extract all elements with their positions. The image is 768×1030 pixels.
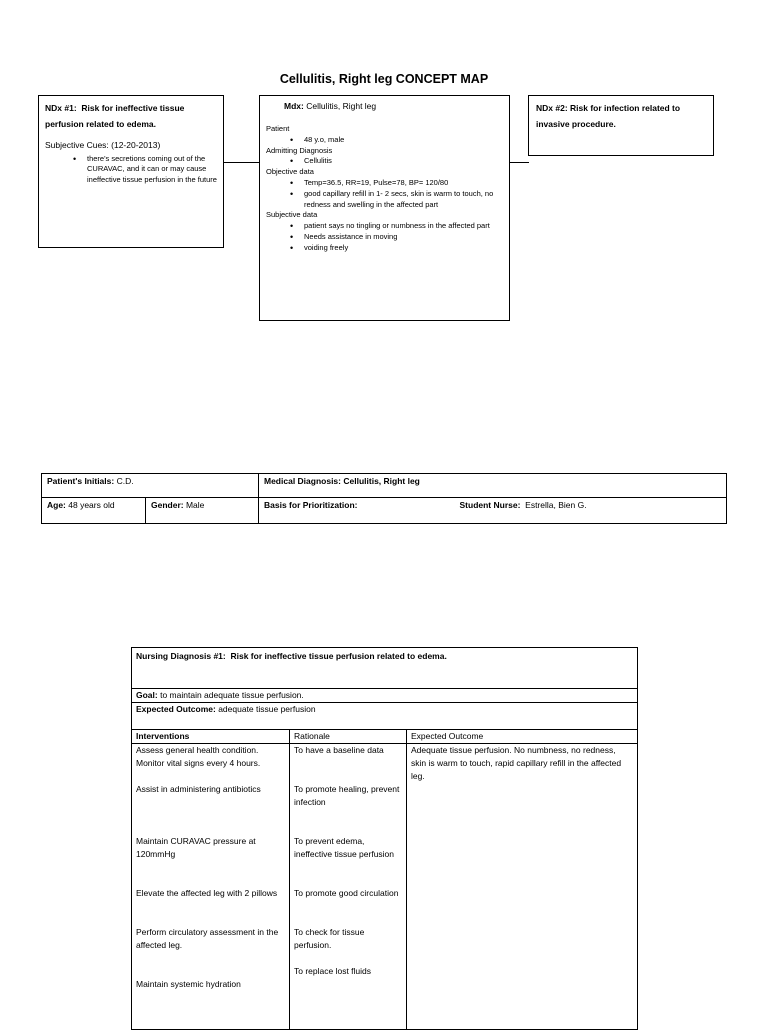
medical-label: Medical Diagnosis:: [264, 476, 341, 486]
intervention-item: Assist in administering antibiotics: [136, 784, 261, 794]
rationale-item: To prevent edema, ineffective tissue perfusion: [294, 836, 395, 859]
age-label: Age:: [47, 500, 66, 510]
age-cell: [42, 498, 146, 524]
gender-label: Gender:: [151, 500, 184, 510]
col-interventions: Interventions: [132, 730, 290, 744]
col-rationale: Rationale: [290, 730, 407, 744]
intervention-item: Perform circulatory assessment in the affected leg.: [136, 927, 279, 950]
rationale-item: To check for tissue perfusion.: [294, 927, 365, 950]
student-cell: [455, 498, 727, 524]
intervention-item: Elevate the affected leg with 2 pillows: [136, 888, 278, 898]
expected-outcome-detail-cell: [407, 744, 638, 1030]
ndx1-heading: [45, 100, 217, 132]
initials-value: C.D.: [116, 476, 134, 486]
subjective-label: Subjective data: [266, 210, 318, 220]
medical-cell: [259, 474, 727, 498]
mdx-box: [259, 95, 510, 321]
patient-info-table: [41, 473, 727, 524]
nursing-diagnosis-label: Nursing Diagnosis #1:: [136, 651, 226, 661]
patient-label: Patient: [266, 124, 290, 133]
objective-label: Objective data: [266, 167, 314, 177]
expected-outcome-cell: [132, 703, 638, 730]
care-plan-table: [131, 647, 638, 1030]
student-value: Estrella, Bien G.: [525, 500, 587, 510]
rationale-cell: [290, 744, 407, 1030]
intervention-item: Maintain CURAVAC pressure at 120mmHg: [136, 836, 256, 859]
gender-value: Male: [185, 500, 205, 510]
subjective-list: [266, 221, 503, 253]
rationale-item: To promote good circulation: [294, 888, 399, 898]
age-value: 48 years old: [68, 500, 115, 510]
admitting-item: • Cellulitis: [304, 156, 503, 167]
page-title: Cellulitis, Right leg CONCEPT MAP: [279, 72, 489, 86]
ndx1-cue-item: • there's secretions coming out of the CURAVAC, and it can or may cause ineffective tissue perfusion in the future: [87, 154, 217, 186]
ndx2-box: [528, 95, 714, 156]
goal-cell: [132, 689, 638, 703]
intervention-item: Maintain systemic hydration: [136, 979, 241, 989]
col-expected: Expected Outcome: [407, 730, 638, 744]
expected-outcome-label: Expected Outcome:: [136, 704, 216, 714]
mdx-label: Mdx:: [284, 101, 304, 111]
mdx-text: Cellulitis, Right leg: [306, 101, 377, 111]
initials-cell: [42, 474, 259, 498]
student-label: Student Nurse:: [459, 500, 521, 510]
ndx2-heading: [536, 100, 706, 132]
subjective-item: • Needs assistance in moving: [304, 232, 503, 243]
expected-outcome-detail: Adequate tissue perfusion. No numbness, no redness, skin is warm to touch, rapid capillary refill in the affected leg.: [411, 745, 622, 781]
patient-list: [266, 135, 503, 146]
ndx1-cues-label: Subjective Cues: (12-20-2013): [45, 140, 161, 150]
medical-value: Cellulitis, Right leg: [343, 476, 420, 486]
ndx1-text: Risk for ineffective tissue perfusion related to edema.: [45, 103, 185, 129]
patient-item: • 48 y.o, male: [304, 135, 503, 146]
connector-right: [510, 162, 529, 163]
subjective-item: • voiding freely: [304, 243, 503, 254]
ndx2-text: Risk for infection related to invasive procedure.: [536, 103, 681, 129]
subjective-item: • patient says no tingling or numbness in the affected part: [304, 221, 503, 232]
admitting-label: Admitting Diagnosis: [266, 145, 333, 155]
ndx1-box: [38, 95, 224, 248]
objective-item: • good capillary refill in 1- 2 secs, skin is warm to touch, no redness and swelling in the affected part: [304, 189, 503, 211]
ndx1-label: NDx #1:: [45, 103, 77, 113]
intervention-item: Assess general health condition. Monitor vital signs every 4 hours.: [136, 745, 261, 768]
interventions-cell: [132, 744, 290, 1030]
rationale-item: To replace lost fluids: [294, 966, 372, 976]
goal-label: Goal:: [136, 690, 158, 700]
ndx2-label: NDx #2:: [536, 103, 568, 113]
initials-label: Patient's Initials:: [47, 476, 115, 486]
basis-label: Basis for Prioritization:: [264, 500, 358, 510]
basis-cell: [259, 498, 455, 524]
goal-text: to maintain adequate tissue perfusion.: [160, 690, 304, 700]
admitting-list: [266, 156, 503, 167]
mdx-heading: [266, 100, 503, 112]
connector-left: [224, 162, 259, 163]
ndx1-cues-list: [45, 154, 217, 186]
objective-list: [266, 178, 503, 210]
gender-cell: [146, 498, 259, 524]
rationale-item: To promote healing, prevent infection: [294, 784, 400, 807]
expected-outcome-text: adequate tissue perfusion: [218, 704, 316, 714]
objective-item: • Temp=36.5, RR=19, Pulse=78, BP= 120/80: [304, 178, 503, 189]
nursing-diagnosis-cell: [132, 648, 638, 689]
rationale-item: To have a baseline data: [294, 745, 384, 755]
nursing-diagnosis-text: Risk for ineffective tissue perfusion related to edema.: [230, 651, 447, 661]
